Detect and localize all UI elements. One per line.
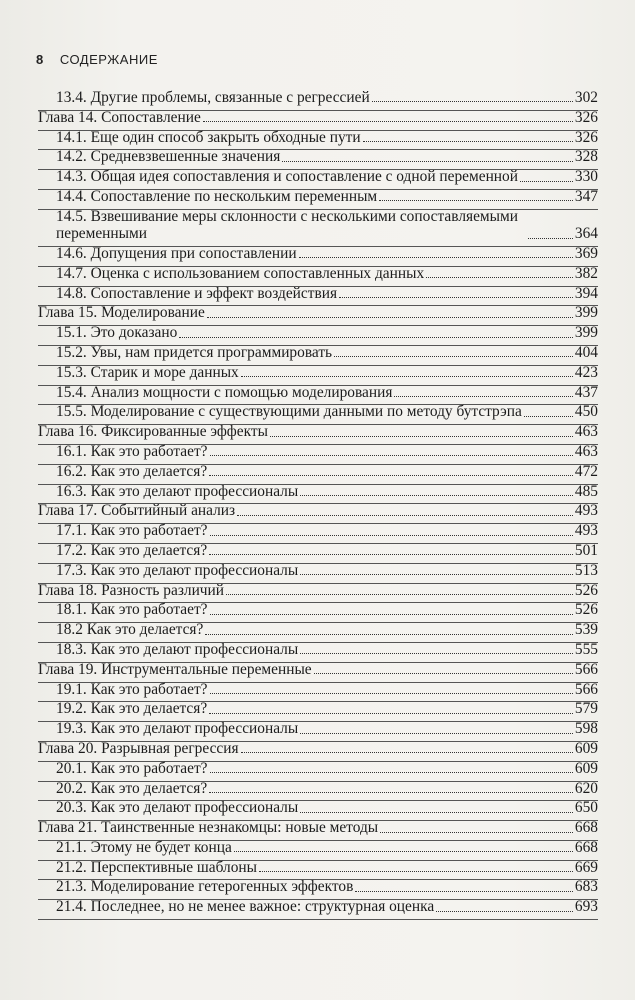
running-header xyxy=(36,52,158,67)
dot-leader xyxy=(241,752,573,753)
toc-row xyxy=(38,463,598,480)
toc-row xyxy=(38,898,598,915)
toc-section-entry xyxy=(38,700,598,720)
toc-entry-title: Глава 14. Сопоставление xyxy=(38,108,201,126)
toc-entry-title: 16.1. Как это работает? xyxy=(56,442,208,460)
toc-row xyxy=(38,208,598,243)
toc-chapter-entry xyxy=(38,502,598,522)
dot-leader xyxy=(203,121,573,122)
toc-entry-title: 17.2. Как это делается? xyxy=(56,541,208,559)
toc-row xyxy=(38,522,598,539)
dot-leader xyxy=(300,574,573,575)
toc-section-entry xyxy=(38,859,598,879)
toc-page-number: 472 xyxy=(574,462,598,480)
toc-row xyxy=(38,661,598,678)
toc-section-entry xyxy=(38,562,598,582)
toc-page-number: 501 xyxy=(574,541,598,559)
dot-leader xyxy=(339,297,573,298)
toc-entry-title: 20.2. Как это делается? xyxy=(56,779,208,797)
toc-chapter-entry xyxy=(38,304,598,324)
toc-entry-title: 19.1. Как это работает? xyxy=(56,680,208,698)
toc-row xyxy=(38,188,598,205)
toc-entry-title: 15.5. Моделирование с существующими данными по методу бутстрэпа xyxy=(56,403,522,421)
toc-row xyxy=(38,304,598,321)
toc-section-entry xyxy=(38,522,598,542)
toc-row xyxy=(38,483,598,500)
toc-page-number: 526 xyxy=(574,601,598,619)
toc-row xyxy=(38,760,598,777)
toc-page-number: 539 xyxy=(574,621,598,639)
toc-page-number: 555 xyxy=(574,640,598,658)
toc-row xyxy=(38,502,598,519)
toc-page-number: 450 xyxy=(574,403,598,421)
toc-page-number: 302 xyxy=(574,89,598,106)
dot-leader xyxy=(379,200,573,201)
toc-entry-title: 15.1. Это доказано xyxy=(56,324,178,342)
toc-section-entry xyxy=(38,641,598,661)
toc-entry-title: Глава 15. Моделирование xyxy=(38,304,205,322)
toc-row xyxy=(38,582,598,599)
toc-section-entry xyxy=(38,188,598,208)
toc-row xyxy=(38,364,598,381)
toc-row xyxy=(38,423,598,440)
toc-row xyxy=(38,403,598,420)
toc-row xyxy=(38,799,598,816)
toc-section-entry xyxy=(38,129,598,149)
toc-row xyxy=(38,740,598,757)
toc-page-number: 326 xyxy=(574,108,598,126)
toc-entry-title: 15.3. Старик и море данных xyxy=(56,363,239,381)
toc-chapter-entry xyxy=(38,819,598,839)
dot-leader xyxy=(394,396,572,397)
dot-leader xyxy=(209,792,573,793)
toc-row xyxy=(38,562,598,579)
dot-leader xyxy=(179,337,573,338)
toc-entry-title: 16.3. Как это делают профессионалы xyxy=(56,482,299,500)
dot-leader xyxy=(209,475,573,476)
toc-row xyxy=(38,720,598,737)
toc-page-number: 463 xyxy=(574,442,598,460)
dot-leader xyxy=(524,416,573,417)
toc-row xyxy=(38,324,598,341)
toc-entry-title: Глава 16. Фиксированные эффекты xyxy=(38,423,268,441)
toc-page-number: 328 xyxy=(574,148,598,166)
dot-leader xyxy=(520,181,573,182)
toc-page-number: 404 xyxy=(574,343,598,361)
dot-leader xyxy=(300,653,573,654)
toc-entry-title: Глава 21. Таинственные незнакомцы: новые методы xyxy=(38,819,379,837)
toc-section-entry xyxy=(38,208,598,245)
toc-entry-title: Глава 19. Инструментальные переменные xyxy=(38,660,312,678)
table-of-contents xyxy=(38,89,598,918)
toc-row xyxy=(38,621,598,638)
toc-page-number: 493 xyxy=(574,502,598,520)
toc-row xyxy=(38,542,598,559)
toc-page-number: 330 xyxy=(574,168,598,186)
toc-row xyxy=(38,168,598,185)
toc-entry-title: 14.7. Оценка с использованием сопоставленных данных xyxy=(56,264,425,282)
header-page-number: 8 xyxy=(36,52,44,67)
dot-leader xyxy=(436,911,573,912)
toc-entry-title: 15.4. Анализ мощности с помощью моделирования xyxy=(56,383,393,401)
dot-leader xyxy=(270,436,573,437)
toc-entry-title: 21.2. Перспективные шаблоны xyxy=(56,858,258,876)
dot-leader xyxy=(259,871,573,872)
toc-entry-title: 16.2. Как это делается? xyxy=(56,462,208,480)
toc-row xyxy=(38,129,598,146)
dot-leader xyxy=(300,733,573,734)
dot-leader xyxy=(426,277,573,278)
dot-leader xyxy=(282,161,573,162)
toc-chapter-entry xyxy=(38,109,598,129)
toc-row xyxy=(38,344,598,361)
toc-entry-title: 20.1. Как это работает? xyxy=(56,759,208,777)
toc-section-entry xyxy=(38,148,598,168)
toc-entry-title: Глава 17. Событийный анализ xyxy=(38,502,236,520)
toc-page-number: 437 xyxy=(574,383,598,401)
toc-row xyxy=(38,819,598,836)
dot-leader xyxy=(210,772,573,773)
toc-section-entry xyxy=(38,324,598,344)
toc-section-entry xyxy=(38,443,598,463)
toc-row xyxy=(38,285,598,302)
toc-page-number: 423 xyxy=(574,363,598,381)
toc-page-number: 493 xyxy=(574,522,598,540)
toc-entry-title: Глава 20. Разрывная регрессия xyxy=(38,739,239,757)
toc-entry-title: 19.3. Как это делают профессионалы xyxy=(56,720,299,738)
dot-leader xyxy=(528,238,573,239)
toc-section-entry xyxy=(38,89,598,109)
toc-entry-title: 13.4. Другие проблемы, связанные с регрессией xyxy=(56,89,370,106)
toc-page-number: 609 xyxy=(574,759,598,777)
toc-row xyxy=(38,245,598,262)
toc-row xyxy=(38,148,598,165)
toc-section-entry xyxy=(38,463,598,483)
toc-row xyxy=(38,878,598,895)
toc-entry-title: 14.8. Сопоставление и эффект воздействия xyxy=(56,284,338,302)
dot-leader xyxy=(299,257,573,258)
toc-entry-title: 18.3. Как это делают профессионалы xyxy=(56,640,299,658)
toc-entry-title: 14.3. Общая идея сопоставления и сопоставление с одной переменной xyxy=(56,168,518,186)
toc-page-number: 394 xyxy=(574,284,598,302)
toc-row xyxy=(38,265,598,282)
dot-leader xyxy=(380,832,573,833)
dot-leader xyxy=(210,535,573,536)
toc-chapter-entry xyxy=(38,740,598,760)
dot-leader xyxy=(210,455,573,456)
dot-leader xyxy=(241,376,573,377)
toc-row xyxy=(38,839,598,856)
toc-entry-title: 14.5. Взвешивание меры склонности с несколькими сопоставляемыми переменными xyxy=(56,207,518,243)
toc-section-entry xyxy=(38,265,598,285)
dot-leader xyxy=(334,356,573,357)
toc-entry-title: 17.3. Как это делают профессионалы xyxy=(56,561,299,579)
toc-entry-title: 21.4. Последнее, но не менее важное: структурная оценка xyxy=(56,898,435,916)
toc-page-number: 579 xyxy=(574,700,598,718)
dot-leader xyxy=(210,693,573,694)
toc-chapter-entry xyxy=(38,423,598,443)
toc-page-number: 598 xyxy=(574,720,598,738)
toc-row xyxy=(38,859,598,876)
toc-section-entry xyxy=(38,403,598,423)
toc-section-entry xyxy=(38,285,598,305)
dot-leader xyxy=(209,713,573,714)
dot-leader xyxy=(209,554,573,555)
dot-leader xyxy=(300,495,573,496)
dot-leader xyxy=(210,614,573,615)
toc-entry-title: 17.1. Как это работает? xyxy=(56,522,208,540)
toc-row xyxy=(38,89,598,106)
toc-page-number: 566 xyxy=(574,680,598,698)
toc-entry-title: 18.2 Как это делается? xyxy=(56,621,204,639)
toc-page-number: 326 xyxy=(574,128,598,146)
toc-section-entry xyxy=(38,344,598,364)
dot-leader xyxy=(207,317,573,318)
toc-section-entry xyxy=(38,878,598,898)
toc-section-entry xyxy=(38,384,598,404)
toc-section-entry xyxy=(38,839,598,859)
toc-page-number: 668 xyxy=(574,838,598,856)
toc-section-entry xyxy=(38,780,598,800)
toc-section-entry xyxy=(38,542,598,562)
toc-page-number: 683 xyxy=(574,878,598,896)
toc-entry-title: 20.3. Как это делают профессионалы xyxy=(56,799,299,817)
toc-row xyxy=(38,700,598,717)
toc-page-number: 609 xyxy=(574,739,598,757)
toc-section-entry xyxy=(38,601,598,621)
toc-entry-title: 14.2. Средневзвешенные значения xyxy=(56,148,281,166)
toc-entry-title: 21.1. Этому не будет конца xyxy=(56,838,232,856)
toc-section-entry xyxy=(38,799,598,819)
toc-page-number: 399 xyxy=(574,304,598,322)
toc-section-entry xyxy=(38,621,598,641)
toc-page-number: 399 xyxy=(574,324,598,342)
toc-row xyxy=(38,681,598,698)
toc-section-entry xyxy=(38,720,598,740)
toc-page-number: 513 xyxy=(574,561,598,579)
toc-row xyxy=(38,443,598,460)
toc-page-number: 566 xyxy=(574,660,598,678)
dot-leader xyxy=(314,673,573,674)
toc-section-entry xyxy=(38,681,598,701)
toc-section-entry xyxy=(38,168,598,188)
toc-page-number: 620 xyxy=(574,779,598,797)
toc-row xyxy=(38,780,598,797)
dot-leader xyxy=(205,634,573,635)
toc-page-number: 347 xyxy=(574,187,598,205)
toc-section-entry xyxy=(38,898,598,918)
toc-page-number: 669 xyxy=(574,858,598,876)
toc-page-number: 693 xyxy=(574,898,598,916)
toc-chapter-entry xyxy=(38,661,598,681)
toc-row xyxy=(38,601,598,618)
dot-leader xyxy=(363,141,573,142)
toc-entry-title: 18.1. Как это работает? xyxy=(56,601,208,619)
toc-section-entry xyxy=(38,245,598,265)
toc-page-number: 668 xyxy=(574,819,598,837)
toc-entry-title: Глава 18. Разность различий xyxy=(38,581,225,599)
toc-page-number: 382 xyxy=(574,264,598,282)
toc-entry-title: 14.6. Допущения при сопоставлении xyxy=(56,244,297,262)
toc-row xyxy=(38,641,598,658)
toc-row xyxy=(38,109,598,126)
dot-leader xyxy=(355,891,573,892)
dot-leader xyxy=(234,851,573,852)
toc-entry-title: 14.1. Еще один способ закрыть обходные пути xyxy=(56,128,361,146)
toc-page-number: 526 xyxy=(574,581,598,599)
toc-section-entry xyxy=(38,483,598,503)
header-title: СОДЕРЖАНИЕ xyxy=(59,52,158,67)
toc-page-number: 485 xyxy=(574,482,598,500)
toc-entry-title: 21.3. Моделирование гетерогенных эффектов xyxy=(56,878,354,896)
toc-page-number: 369 xyxy=(574,244,598,262)
toc-entry-title: 15.2. Увы, нам придется программировать xyxy=(56,343,333,361)
toc-page-number: 463 xyxy=(574,423,598,441)
dot-leader xyxy=(372,101,573,102)
dot-leader xyxy=(226,594,573,595)
dot-leader xyxy=(300,812,573,813)
toc-row xyxy=(38,384,598,401)
toc-section-entry xyxy=(38,760,598,780)
toc-section-entry xyxy=(38,364,598,384)
toc-entry-title: 14.4. Сопоставление по нескольким переменным xyxy=(56,187,378,205)
toc-page-number: 650 xyxy=(574,799,598,817)
toc-chapter-entry xyxy=(38,582,598,602)
toc-page-number: 364 xyxy=(574,225,598,243)
dot-leader xyxy=(237,515,573,516)
row-underline xyxy=(38,919,598,920)
toc-entry-title: 19.2. Как это делается? xyxy=(56,700,208,718)
